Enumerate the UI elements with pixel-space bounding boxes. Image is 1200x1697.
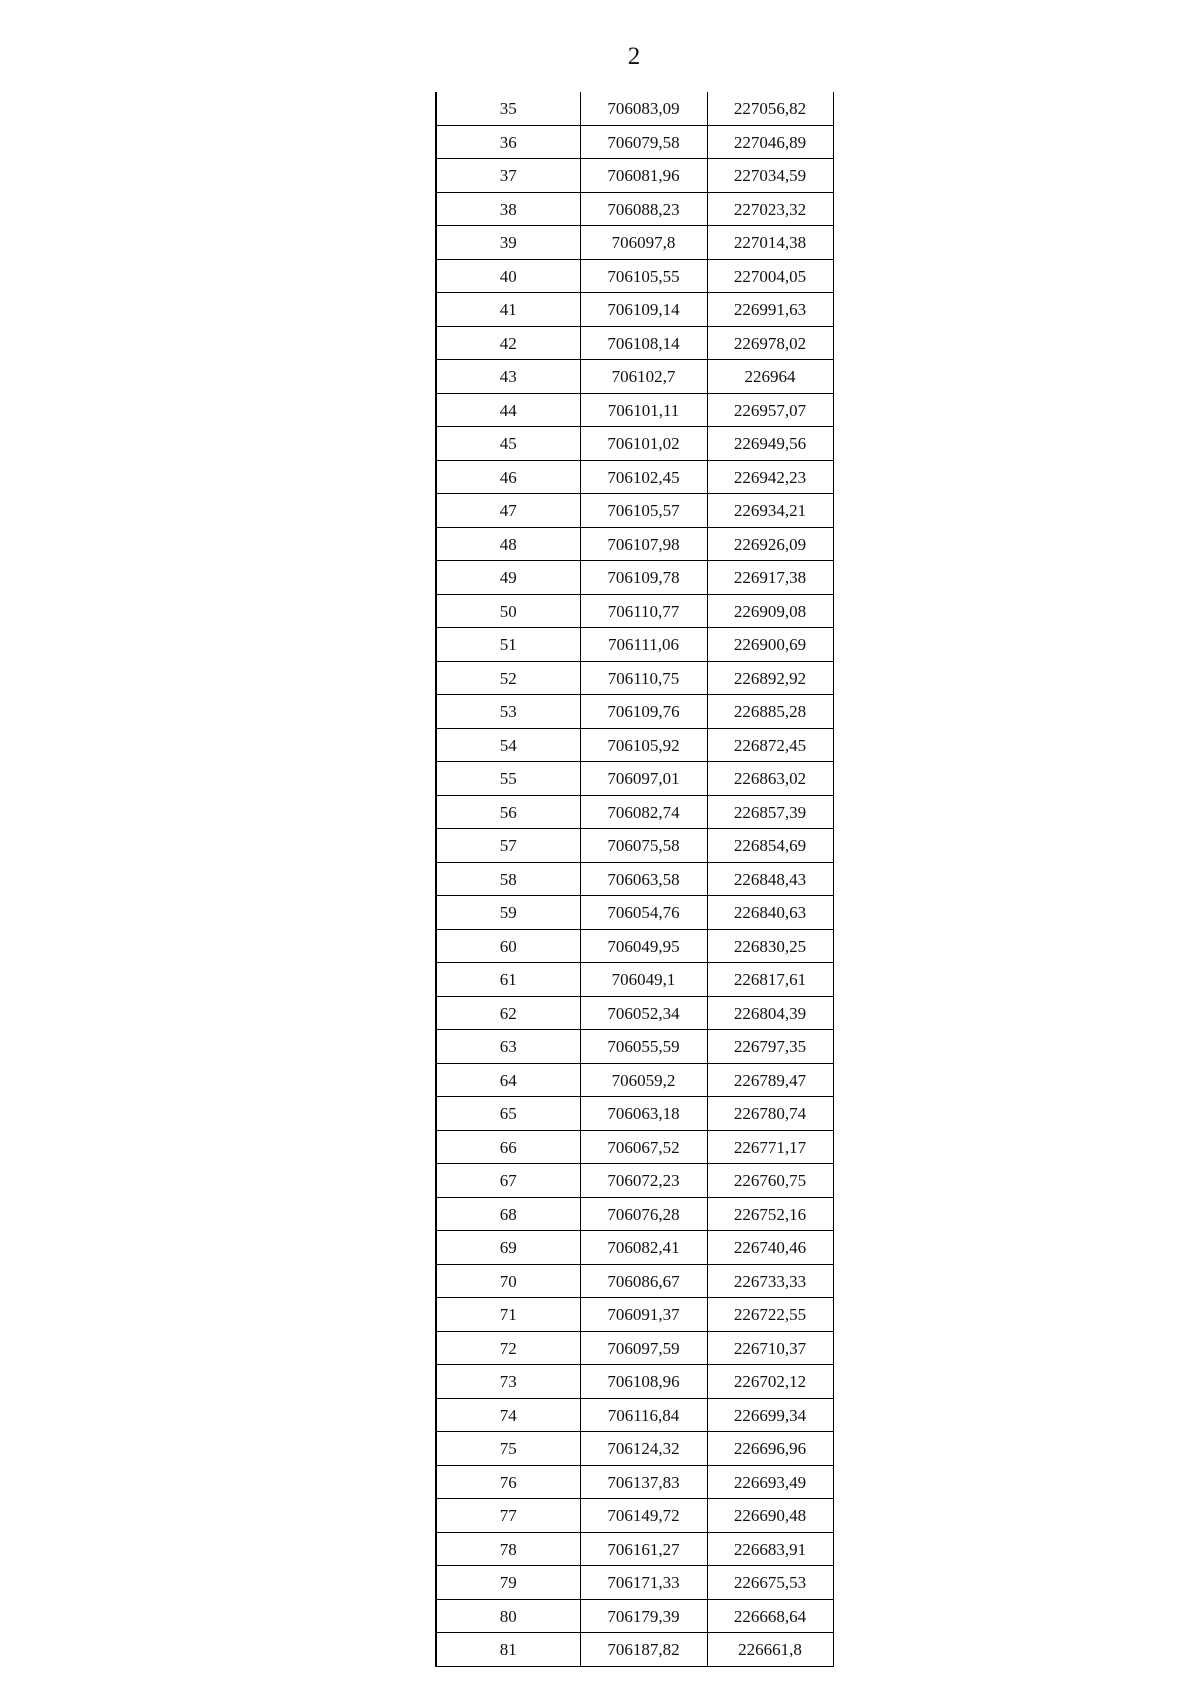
x-coordinate-cell: 706097,8	[580, 226, 707, 260]
x-coordinate-cell: 706101,11	[580, 393, 707, 427]
x-coordinate-cell: 706101,02	[580, 427, 707, 461]
x-coordinate-cell: 706079,58	[580, 125, 707, 159]
y-coordinate-cell: 226702,12	[707, 1365, 833, 1399]
y-coordinate-cell: 226661,8	[707, 1633, 833, 1667]
y-coordinate-cell: 226693,49	[707, 1465, 833, 1499]
x-coordinate-cell: 706049,95	[580, 929, 707, 963]
coordinates-table	[435, 92, 834, 1667]
y-coordinate-cell: 226683,91	[707, 1532, 833, 1566]
table-row	[436, 661, 833, 695]
point-number-cell: 72	[436, 1331, 580, 1365]
point-number-cell: 53	[436, 695, 580, 729]
point-number-cell: 60	[436, 929, 580, 963]
point-number-cell: 77	[436, 1499, 580, 1533]
point-number-cell: 41	[436, 293, 580, 327]
x-coordinate-cell: 706109,78	[580, 561, 707, 595]
table-row	[436, 226, 833, 260]
table-row	[436, 1432, 833, 1466]
table-row	[436, 929, 833, 963]
point-number-cell: 50	[436, 594, 580, 628]
table-row	[436, 996, 833, 1030]
point-number-cell: 40	[436, 259, 580, 293]
table-row	[436, 862, 833, 896]
point-number-cell: 81	[436, 1633, 580, 1667]
y-coordinate-cell: 226949,56	[707, 427, 833, 461]
point-number-cell: 38	[436, 192, 580, 226]
y-coordinate-cell: 226789,47	[707, 1063, 833, 1097]
point-number-cell: 51	[436, 628, 580, 662]
x-coordinate-cell: 706179,39	[580, 1599, 707, 1633]
table-row	[436, 393, 833, 427]
point-number-cell: 35	[436, 92, 580, 125]
point-number-cell: 70	[436, 1264, 580, 1298]
table-row	[436, 1633, 833, 1667]
point-number-cell: 49	[436, 561, 580, 595]
y-coordinate-cell: 226830,25	[707, 929, 833, 963]
point-number-cell: 65	[436, 1097, 580, 1131]
table-row	[436, 963, 833, 997]
point-number-cell: 80	[436, 1599, 580, 1633]
x-coordinate-cell: 706072,23	[580, 1164, 707, 1198]
point-number-cell: 48	[436, 527, 580, 561]
table-row	[436, 1231, 833, 1265]
x-coordinate-cell: 706105,92	[580, 728, 707, 762]
table-row	[436, 1264, 833, 1298]
x-coordinate-cell: 706107,98	[580, 527, 707, 561]
y-coordinate-cell: 226964	[707, 360, 833, 394]
point-number-cell: 56	[436, 795, 580, 829]
table-row	[436, 628, 833, 662]
x-coordinate-cell: 706105,57	[580, 494, 707, 528]
table-row	[436, 728, 833, 762]
x-coordinate-cell: 706108,14	[580, 326, 707, 360]
table-row	[436, 1499, 833, 1533]
y-coordinate-cell: 226900,69	[707, 628, 833, 662]
y-coordinate-cell: 226760,75	[707, 1164, 833, 1198]
x-coordinate-cell: 706097,01	[580, 762, 707, 796]
x-coordinate-cell: 706109,76	[580, 695, 707, 729]
y-coordinate-cell: 227014,38	[707, 226, 833, 260]
y-coordinate-cell: 226740,46	[707, 1231, 833, 1265]
x-coordinate-cell: 706116,84	[580, 1398, 707, 1432]
point-number-cell: 78	[436, 1532, 580, 1566]
y-coordinate-cell: 226885,28	[707, 695, 833, 729]
table-row	[436, 192, 833, 226]
x-coordinate-cell: 706075,58	[580, 829, 707, 863]
y-coordinate-cell: 226909,08	[707, 594, 833, 628]
x-coordinate-cell: 706161,27	[580, 1532, 707, 1566]
y-coordinate-cell: 227004,05	[707, 259, 833, 293]
y-coordinate-cell: 227034,59	[707, 159, 833, 193]
point-number-cell: 55	[436, 762, 580, 796]
y-coordinate-cell: 226942,23	[707, 460, 833, 494]
x-coordinate-cell: 706137,83	[580, 1465, 707, 1499]
point-number-cell: 59	[436, 896, 580, 930]
y-coordinate-cell: 226934,21	[707, 494, 833, 528]
point-number-cell: 58	[436, 862, 580, 896]
x-coordinate-cell: 706086,67	[580, 1264, 707, 1298]
table-row	[436, 1331, 833, 1365]
table-row	[436, 1164, 833, 1198]
y-coordinate-cell: 226840,63	[707, 896, 833, 930]
x-coordinate-cell: 706063,58	[580, 862, 707, 896]
point-number-cell: 47	[436, 494, 580, 528]
point-number-cell: 43	[436, 360, 580, 394]
point-number-cell: 79	[436, 1566, 580, 1600]
y-coordinate-cell: 226957,07	[707, 393, 833, 427]
x-coordinate-cell: 706055,59	[580, 1030, 707, 1064]
point-number-cell: 74	[436, 1398, 580, 1432]
point-number-cell: 69	[436, 1231, 580, 1265]
table-row	[436, 427, 833, 461]
x-coordinate-cell: 706108,96	[580, 1365, 707, 1399]
table-row	[436, 1566, 833, 1600]
table-row	[436, 896, 833, 930]
x-coordinate-cell: 706110,77	[580, 594, 707, 628]
y-coordinate-cell: 226668,64	[707, 1599, 833, 1633]
x-coordinate-cell: 706083,09	[580, 92, 707, 125]
x-coordinate-cell: 706067,52	[580, 1130, 707, 1164]
y-coordinate-cell: 226722,55	[707, 1298, 833, 1332]
y-coordinate-cell: 226978,02	[707, 326, 833, 360]
table-row	[436, 1030, 833, 1064]
y-coordinate-cell: 226848,43	[707, 862, 833, 896]
x-coordinate-cell: 706049,1	[580, 963, 707, 997]
x-coordinate-cell: 706088,23	[580, 192, 707, 226]
table-row	[436, 1063, 833, 1097]
table-row	[436, 326, 833, 360]
point-number-cell: 42	[436, 326, 580, 360]
y-coordinate-cell: 226917,38	[707, 561, 833, 595]
y-coordinate-cell: 226857,39	[707, 795, 833, 829]
coordinates-table-body	[436, 92, 833, 1666]
x-coordinate-cell: 706102,7	[580, 360, 707, 394]
y-coordinate-cell: 226699,34	[707, 1398, 833, 1432]
y-coordinate-cell: 227046,89	[707, 125, 833, 159]
table-row	[436, 762, 833, 796]
point-number-cell: 39	[436, 226, 580, 260]
table-row	[436, 527, 833, 561]
x-coordinate-cell: 706054,76	[580, 896, 707, 930]
x-coordinate-cell: 706105,55	[580, 259, 707, 293]
table-row	[436, 1532, 833, 1566]
point-number-cell: 75	[436, 1432, 580, 1466]
y-coordinate-cell: 226690,48	[707, 1499, 833, 1533]
y-coordinate-cell: 226817,61	[707, 963, 833, 997]
point-number-cell: 64	[436, 1063, 580, 1097]
y-coordinate-cell: 226892,92	[707, 661, 833, 695]
y-coordinate-cell: 226780,74	[707, 1097, 833, 1131]
x-coordinate-cell: 706091,37	[580, 1298, 707, 1332]
table-row	[436, 829, 833, 863]
point-number-cell: 36	[436, 125, 580, 159]
y-coordinate-cell: 226854,69	[707, 829, 833, 863]
point-number-cell: 71	[436, 1298, 580, 1332]
x-coordinate-cell: 706187,82	[580, 1633, 707, 1667]
point-number-cell: 52	[436, 661, 580, 695]
table-row	[436, 695, 833, 729]
point-number-cell: 66	[436, 1130, 580, 1164]
table-row	[436, 293, 833, 327]
page-number: 2	[627, 43, 641, 70]
x-coordinate-cell: 706111,06	[580, 628, 707, 662]
x-coordinate-cell: 706063,18	[580, 1097, 707, 1131]
x-coordinate-cell: 706082,41	[580, 1231, 707, 1265]
table-row	[436, 1197, 833, 1231]
table-row	[436, 460, 833, 494]
x-coordinate-cell: 706097,59	[580, 1331, 707, 1365]
point-number-cell: 73	[436, 1365, 580, 1399]
x-coordinate-cell: 706081,96	[580, 159, 707, 193]
point-number-cell: 63	[436, 1030, 580, 1064]
x-coordinate-cell: 706102,45	[580, 460, 707, 494]
table-row	[436, 259, 833, 293]
point-number-cell: 45	[436, 427, 580, 461]
x-coordinate-cell: 706052,34	[580, 996, 707, 1030]
x-coordinate-cell: 706149,72	[580, 1499, 707, 1533]
y-coordinate-cell: 226710,37	[707, 1331, 833, 1365]
point-number-cell: 44	[436, 393, 580, 427]
point-number-cell: 62	[436, 996, 580, 1030]
point-number-cell: 57	[436, 829, 580, 863]
table-row	[436, 1298, 833, 1332]
y-coordinate-cell: 227023,32	[707, 192, 833, 226]
point-number-cell: 67	[436, 1164, 580, 1198]
point-number-cell: 54	[436, 728, 580, 762]
table-row	[436, 795, 833, 829]
x-coordinate-cell: 706082,74	[580, 795, 707, 829]
y-coordinate-cell: 226804,39	[707, 996, 833, 1030]
y-coordinate-cell: 226797,35	[707, 1030, 833, 1064]
table-row	[436, 92, 833, 125]
table-row	[436, 125, 833, 159]
x-coordinate-cell: 706059,2	[580, 1063, 707, 1097]
y-coordinate-cell: 226872,45	[707, 728, 833, 762]
x-coordinate-cell: 706110,75	[580, 661, 707, 695]
table-row	[436, 159, 833, 193]
table-row	[436, 1599, 833, 1633]
point-number-cell: 76	[436, 1465, 580, 1499]
point-number-cell: 37	[436, 159, 580, 193]
table-row	[436, 1365, 833, 1399]
x-coordinate-cell: 706171,33	[580, 1566, 707, 1600]
x-coordinate-cell: 706076,28	[580, 1197, 707, 1231]
table-row	[436, 1097, 833, 1131]
point-number-cell: 46	[436, 460, 580, 494]
x-coordinate-cell: 706109,14	[580, 293, 707, 327]
y-coordinate-cell: 226696,96	[707, 1432, 833, 1466]
y-coordinate-cell: 226863,02	[707, 762, 833, 796]
table-row	[436, 1130, 833, 1164]
x-coordinate-cell: 706124,32	[580, 1432, 707, 1466]
y-coordinate-cell: 226926,09	[707, 527, 833, 561]
y-coordinate-cell: 226771,17	[707, 1130, 833, 1164]
y-coordinate-cell: 226991,63	[707, 293, 833, 327]
y-coordinate-cell: 226752,16	[707, 1197, 833, 1231]
table-row	[436, 561, 833, 595]
point-number-cell: 68	[436, 1197, 580, 1231]
y-coordinate-cell: 227056,82	[707, 92, 833, 125]
table-row	[436, 1465, 833, 1499]
table-row	[436, 594, 833, 628]
table-row	[436, 1398, 833, 1432]
table-row	[436, 360, 833, 394]
point-number-cell: 61	[436, 963, 580, 997]
y-coordinate-cell: 226733,33	[707, 1264, 833, 1298]
y-coordinate-cell: 226675,53	[707, 1566, 833, 1600]
table-row	[436, 494, 833, 528]
